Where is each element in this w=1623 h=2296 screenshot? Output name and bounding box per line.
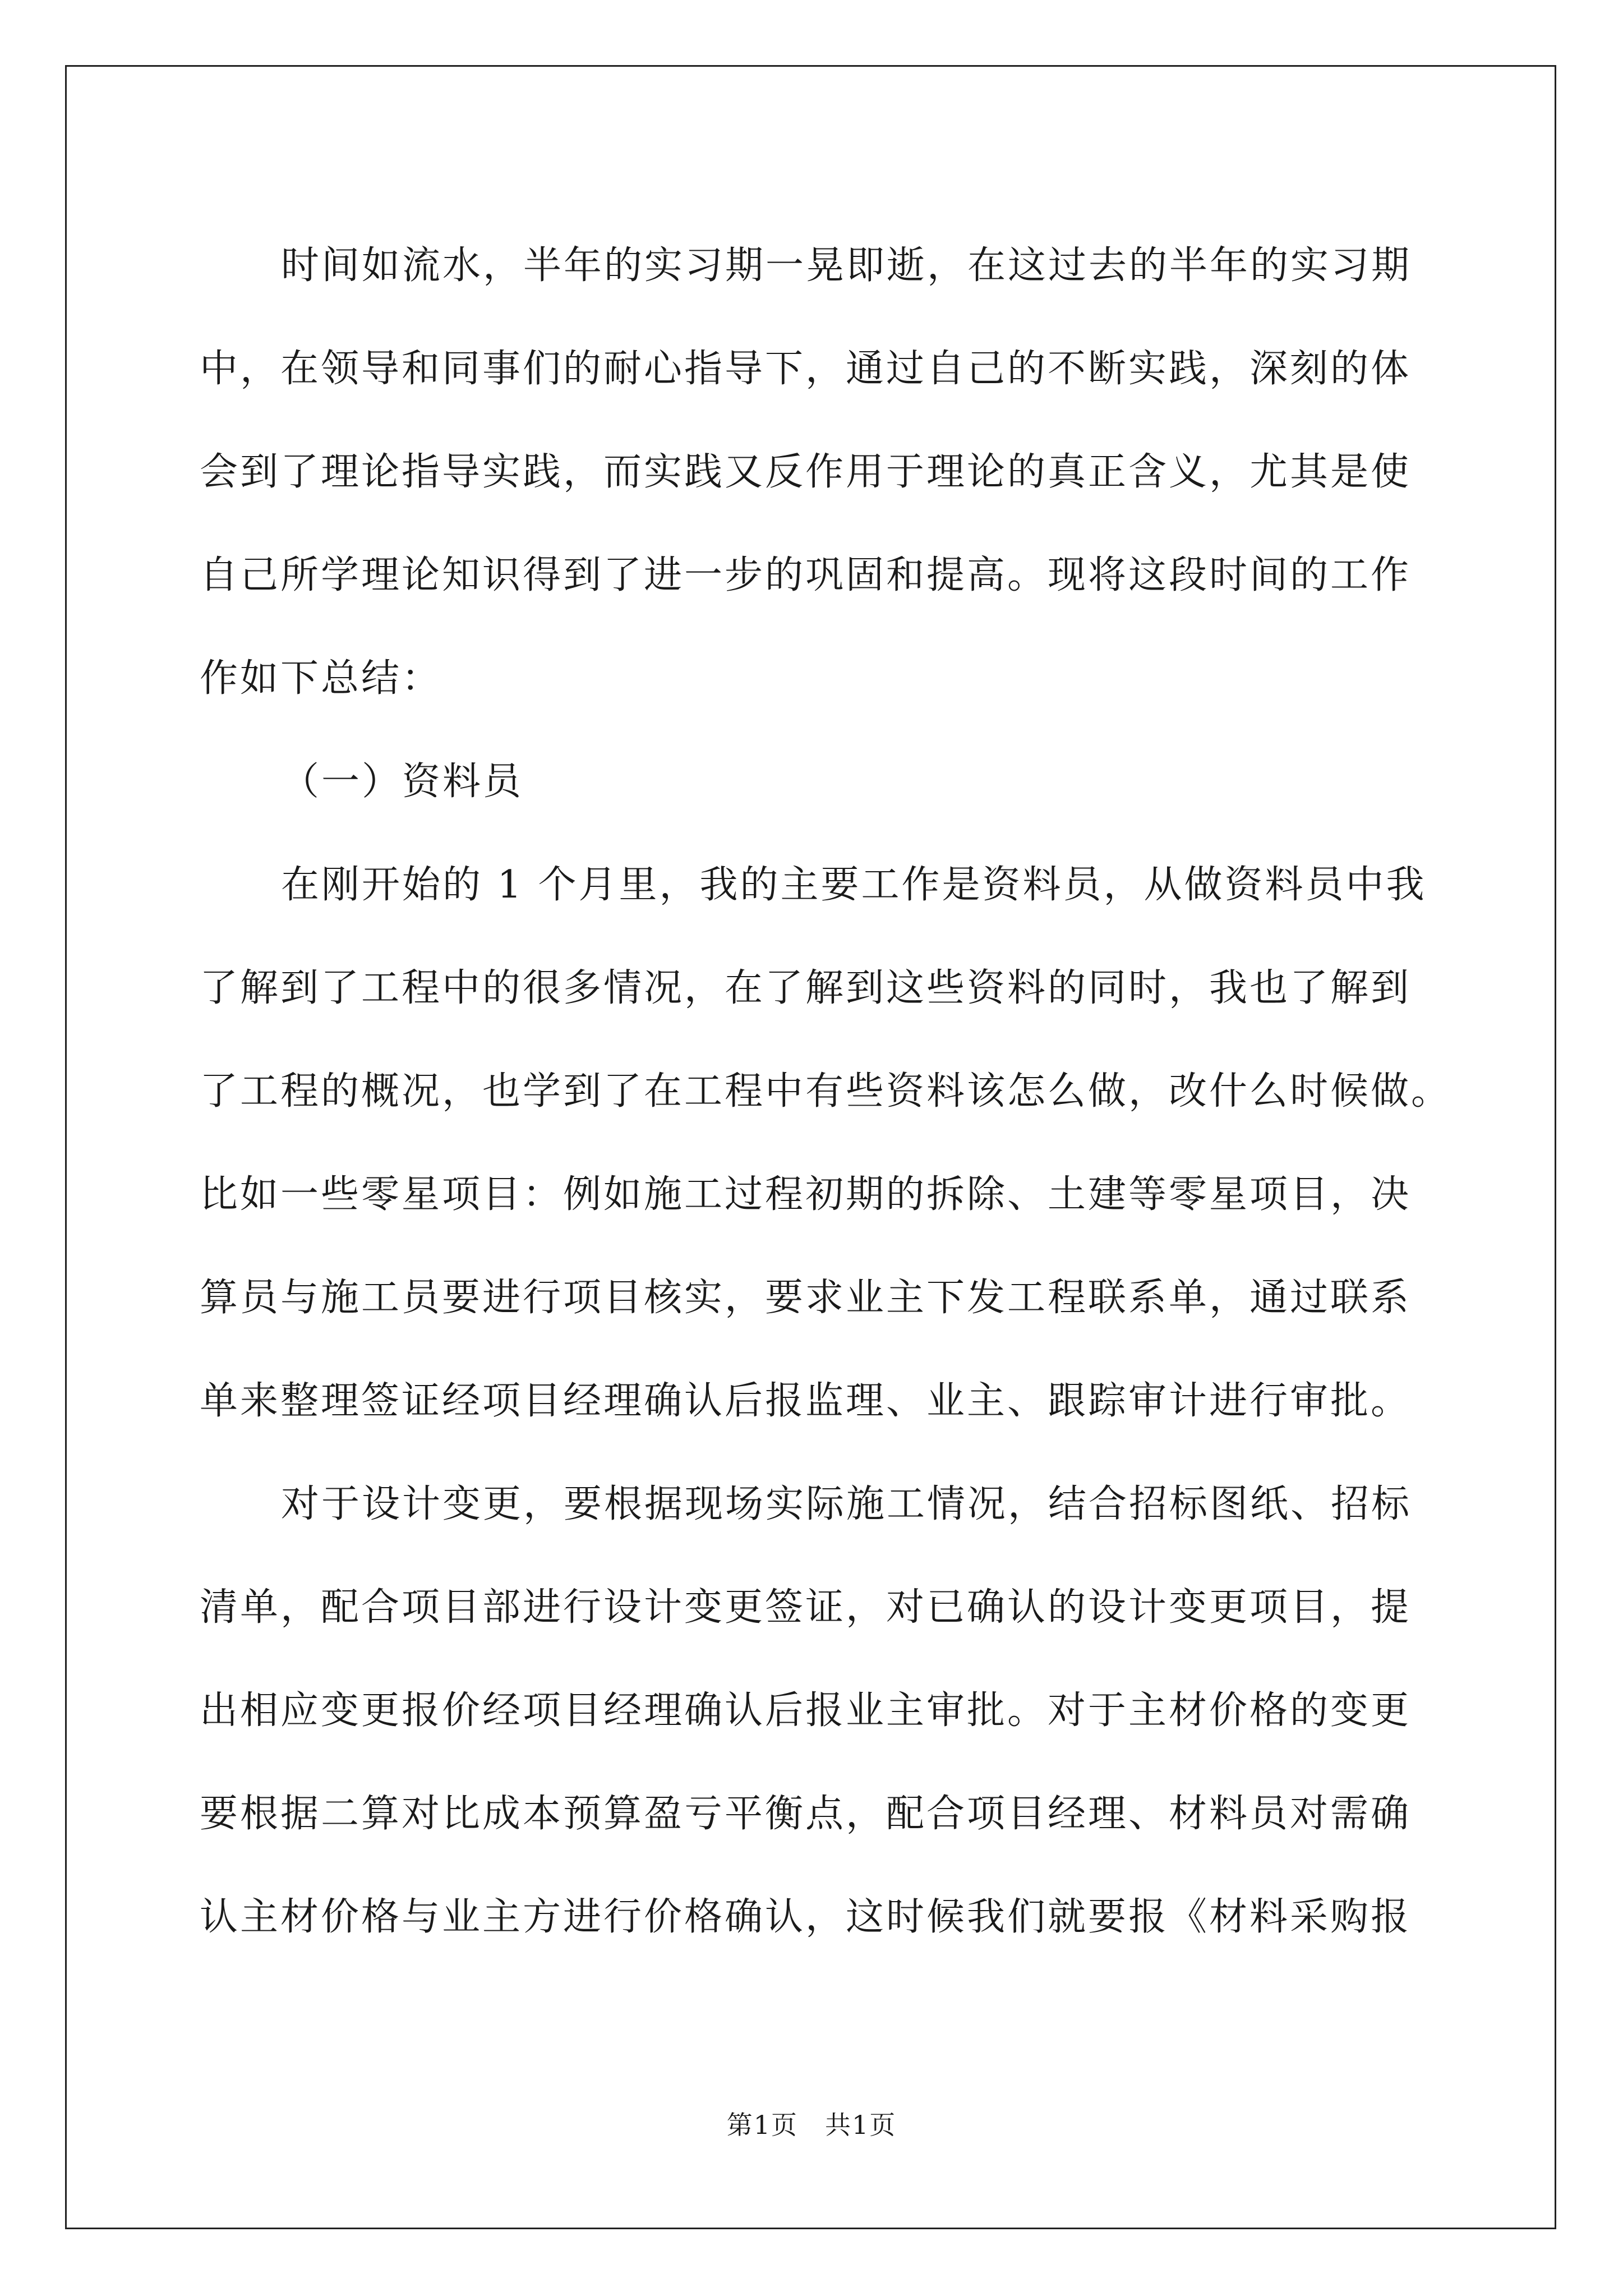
paragraph-line: 了工程的概况，也学到了在工程中有些资料该怎么做，改什么时候做。 <box>200 1069 1452 1114</box>
paragraph-line: 在刚开始的 1 个月里，我的主要工作是资料员，从做资料员中我 <box>281 863 1427 907</box>
page-footer: 第1页 共1页 <box>726 2110 897 2140</box>
paragraph-line: 要根据二算对比成本预算盈亏平衡点，配合项目经理、材料员对需确 <box>200 1792 1412 1836</box>
paragraph-line: 出相应变更报价经项目经理确认后报业主审批。对于主材价格的变更 <box>200 1688 1412 1733</box>
document-body <box>200 214 1452 1969</box>
paragraph-line: 自己所学理论知识得到了进一步的巩固和提高。现将这段时间的工作 <box>200 553 1412 597</box>
paragraph-line: 算员与施工员要进行项目核实，要求业主下发工程联系单，通过联系 <box>200 1276 1412 1320</box>
paragraph-line: 了解到了工程中的很多情况，在了解到这些资料的同时，我也了解到 <box>200 966 1412 1010</box>
paragraph-line: 单来整理签证经项目经理确认后报监理、业主、跟踪审计进行审批。 <box>200 1379 1412 1423</box>
section-heading: （一）资料员 <box>281 760 524 804</box>
paragraph-line: 中，在领导和同事们的耐心指导下，通过自己的不断实践，深刻的体 <box>200 347 1412 391</box>
paragraph-line: 认主材价格与业主方进行价格确认，这时候我们就要报《材料采购报 <box>200 1895 1412 1939</box>
paragraph-line: 对于设计变更，要根据现场实际施工情况，结合招标图纸、招标 <box>281 1482 1412 1526</box>
paragraph-line: 时间如流水，半年的实习期一晃即逝，在这过去的半年的实习期 <box>281 243 1412 288</box>
paragraph-line: 作如下总结： <box>200 656 442 701</box>
paragraph-line: 比如一些零星项目：例如施工过程初期的拆除、土建等零星项目，决 <box>200 1172 1412 1217</box>
paragraph-line: 会到了理论指导实践，而实践又反作用于理论的真正含义，尤其是使 <box>200 450 1412 494</box>
paragraph-line: 清单，配合项目部进行设计变更签证，对已确认的设计变更项目，提 <box>200 1585 1412 1630</box>
